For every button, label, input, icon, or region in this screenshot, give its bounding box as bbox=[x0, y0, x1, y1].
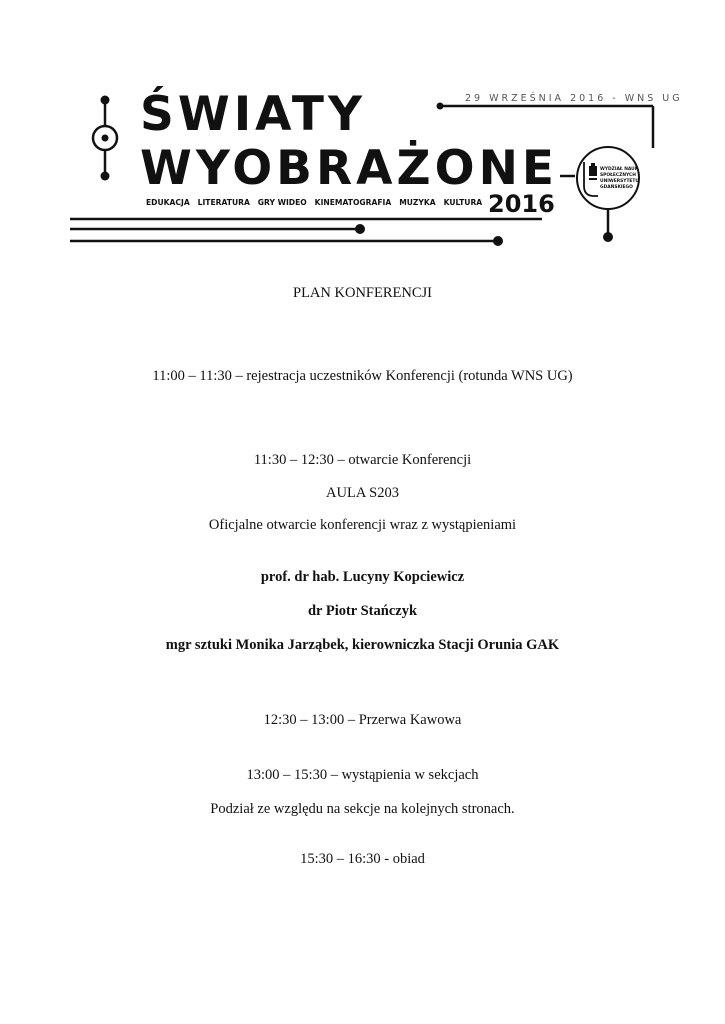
schedule-coffee-break: 12:30 – 13:00 – Przerwa Kawowa bbox=[263, 712, 462, 728]
banner-dot-icon bbox=[101, 96, 110, 105]
speaker-item: dr Piotr Stańczyk bbox=[307, 603, 418, 619]
banner-line-dot-icon bbox=[355, 224, 365, 234]
opening-description: Oficjalne otwarcie konferencji wraz z wystąpieniami bbox=[208, 517, 517, 533]
schedule-lunch: 15:30 – 16:30 - obiad bbox=[300, 851, 425, 867]
banner-ring-center-icon bbox=[102, 135, 109, 142]
badge-text-line4: GDAŃSKIEGO bbox=[600, 185, 633, 190]
schedule-registration: 11:00 – 11:30 – rejestracja uczestników Konferencji (rotunda WNS UG) bbox=[152, 368, 573, 384]
badge-stem-dot-icon bbox=[603, 232, 613, 242]
banner-categories: EDUKACJA LITERATURA GRY WIDEO KINEMATOGRAFIA MUZYKA KULTURA bbox=[146, 198, 483, 207]
banner-title-line2: WYOBRAŻONE bbox=[140, 141, 559, 196]
university-badge bbox=[577, 147, 639, 209]
banner-line-dot-icon bbox=[493, 236, 503, 246]
badge-text-line1: WYDZIAŁ NAUK bbox=[600, 167, 639, 172]
banner-date: 29 WRZEŚNIA 2016 - WNS UG bbox=[465, 93, 683, 104]
banner-title-line1: ŚWIATY bbox=[140, 87, 366, 142]
opening-room: AULA S203 bbox=[326, 485, 399, 501]
sections-note: Podział ze względu na sekcje na kolejnych stronach. bbox=[210, 801, 515, 817]
badge-text-line2: SPOŁECZNYCH bbox=[600, 173, 636, 178]
speaker-item: prof. dr hab. Lucyny Kopciewicz bbox=[260, 569, 465, 585]
badge-text-line3: UNIWERSYTETU bbox=[600, 179, 639, 184]
page-title: PLAN KONFERENCJI bbox=[293, 285, 432, 301]
banner-dot-icon bbox=[101, 172, 110, 181]
schedule-opening: 11:30 – 12:30 – otwarcie Konferencji bbox=[253, 452, 472, 468]
schedule-sections: 13:00 – 15:30 – wystąpienia w sekcjach bbox=[246, 767, 479, 783]
conference-banner bbox=[0, 0, 725, 260]
banner-year: 2016 bbox=[488, 190, 555, 218]
speaker-item: mgr sztuki Monika Jarząbek, kierowniczka Stacji Orunia GAK bbox=[165, 637, 560, 653]
